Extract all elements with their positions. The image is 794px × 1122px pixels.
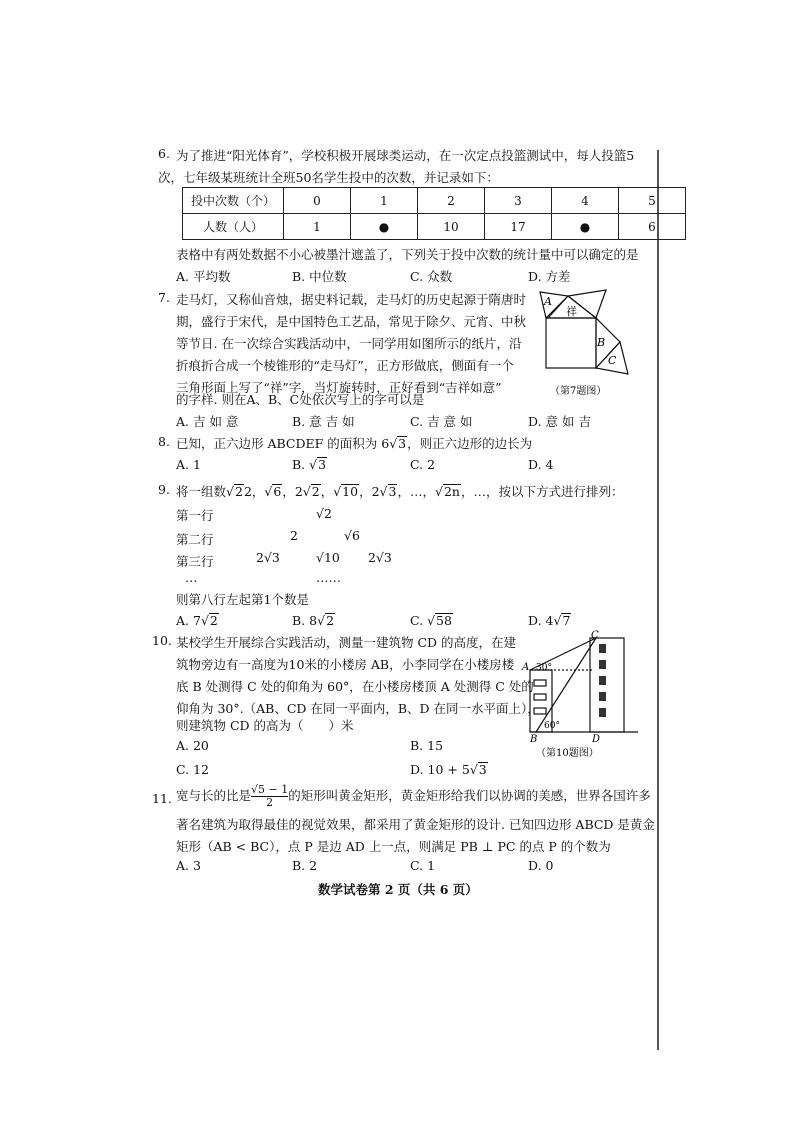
q11-line2: 著名建筑为取得最佳的视觉效果，都采用了黄金矩形的设计. 已知四边形 ABCD 是黄金 [176, 817, 655, 832]
q9-option-c: C. √58 [410, 613, 452, 628]
q11-option-c: C. 1 [410, 858, 436, 873]
q9-option-d-label: D. 4 [528, 613, 554, 628]
q8-option-b-label: B. [292, 457, 310, 472]
q8-option-d: D. 4 [528, 457, 554, 472]
q7-figure [528, 282, 648, 400]
q9-option-a: A. 7√2 [176, 613, 218, 628]
q9-text: 将一组数√22，√6，2√2，√10，2√3，…，√2n，…，按以下方式进行排列： [176, 484, 624, 499]
q10-option-a: A. 20 [176, 738, 209, 753]
q9-row1-item: √2 [316, 506, 332, 521]
q9-ellipsis-2: …… [316, 570, 341, 585]
page-footer: 数学试卷第 2 页（共 6 页） [318, 882, 478, 897]
q10-line: 某校学生开展综合实践活动，测量一建筑物 CD 的高度，在建 [176, 635, 517, 650]
table-cell: ● [552, 214, 619, 240]
q9-ellipsis: … [185, 570, 198, 585]
fig10-angle-60: 60° [544, 721, 560, 731]
table-cell: 2 [418, 188, 485, 214]
fig7-label-a: A [544, 295, 552, 308]
q11-option-a: A. 3 [176, 858, 201, 873]
q9-seq: 10 [342, 484, 359, 499]
q10-line: 筑物旁边有一高度为10米的小楼房 AB，小李同学在小楼房楼 [176, 657, 515, 672]
margin-rule [657, 150, 659, 1050]
q9-seq: ，…， [397, 484, 435, 499]
q9-seq: ，2 [282, 484, 303, 499]
fig7-caption: （第7题图） [550, 386, 607, 397]
q9-option-c-label: C. [410, 613, 428, 628]
fig10-label-a: A [522, 662, 530, 673]
fig10-angle-30: 30° [536, 663, 552, 673]
q9-row2-item: √6 [344, 528, 360, 543]
q9-row3-label: 第三行 [176, 554, 214, 569]
q11-line1 [176, 784, 651, 809]
q10-figure [510, 628, 650, 760]
q10-number: 10. [152, 633, 172, 648]
golden-ratio-fraction [251, 784, 288, 809]
q9-question: 则第八行左起第1个数是 [176, 592, 309, 607]
q10-line: 底 B 处测得 C 处的仰角为 60°，在小楼房楼顶 A 处测得 C 处的 [176, 679, 534, 694]
table-header-label: 投中次数（个） [183, 188, 284, 214]
q8-option-b: B. √3 [292, 457, 327, 472]
q9-option-d-radicand: 7 [562, 613, 571, 628]
q9-seq: ， [320, 484, 334, 499]
table-cell: 5 [619, 188, 686, 214]
table-cell: 3 [485, 188, 552, 214]
table-cell: 1 [351, 188, 418, 214]
q11-text-pre: 宽与长的比是 [176, 788, 252, 803]
q7-option-c: C. 吉 意 如 [410, 414, 473, 429]
q9-seq: 2 [234, 484, 243, 499]
q9-row3-item: 2√3 [368, 550, 392, 565]
q9-option-d: D. 4√7 [528, 613, 571, 628]
q9-option-a-label: A. 7 [176, 613, 201, 628]
q8-number: 8. [158, 434, 170, 449]
q10-option-c: C. 12 [176, 762, 209, 777]
q6-line2: 次，七年级某班统计全班50名学生投中的次数，并记录如下： [158, 170, 499, 185]
q7-line: 的字样. 则在A、B、C处依次写上的字可以是 [176, 392, 425, 407]
table-row [183, 188, 686, 214]
q9-seq: ，…，按以下方式进行排列： [460, 484, 624, 499]
fig10-label-d: D [592, 734, 601, 745]
q8-radicand: 3 [398, 436, 407, 451]
q9-seq: 3 [388, 484, 397, 499]
q9-seq: 2 [311, 484, 320, 499]
q8-text-pre: 已知，正六边形 ABCDEF 的面积为 6 [176, 436, 390, 451]
q9-seq: 2， [243, 484, 265, 499]
q7-option-b: B. 意 吉 如 [292, 414, 355, 429]
q9-option-c-radicand: 58 [436, 613, 452, 628]
q11-text-post: 的矩形叫黄金矩形，黄金矩形给我们以协调的美感，世界各国许多 [288, 788, 651, 803]
q9-seq: ，2 [359, 484, 380, 499]
fig7-char: 祥 [566, 305, 577, 318]
q9-row3-item: 2√3 [256, 550, 280, 565]
q6-option-c: C. 众数 [410, 269, 453, 284]
q8-option-c: C. 2 [410, 457, 436, 472]
fig10-caption: （第10题图） [536, 748, 599, 759]
q9-option-b: B. 8√2 [292, 613, 335, 628]
q9-seq: 2n [443, 484, 460, 499]
q8-option-b-radicand: 3 [318, 457, 327, 472]
q9-row3-item: √10 [316, 550, 340, 565]
q7-line: 走马灯，又称仙音烛，据史料记载，走马灯的历史起源于隋唐时 [176, 292, 527, 307]
q6-line1: 为了推进“阳光体育”，学校积极开展球类运动，在一次定点投篮测试中，每人投篮5 [176, 148, 635, 163]
q11-option-b: B. 2 [292, 858, 318, 873]
q9-option-b-label: B. 8 [292, 613, 318, 628]
q7-line: 等节日. 在一次综合实践活动中，一同学用如图所示的纸片，沿 [176, 336, 522, 351]
q6-option-b: B. 中位数 [292, 269, 347, 284]
q9-number: 9. [158, 482, 170, 497]
q6-option-a: A. 平均数 [176, 269, 231, 284]
q11-number: 11. [152, 791, 172, 806]
q7-option-a: A. 吉 如 意 [176, 414, 239, 429]
fraction-denominator: 2 [266, 796, 274, 809]
fig7-label-b: B [597, 336, 606, 349]
q8-option-a: A. 1 [176, 457, 201, 472]
q10-option-d-radicand: 3 [478, 762, 487, 777]
q7-number: 7. [158, 290, 170, 305]
q6-line3: 表格中有两处数据不小心被墨汁遮盖了，下列关于投中次数的统计量中可以确定的是 [176, 247, 639, 262]
fraction-numerator: √5 − 1 [251, 783, 289, 796]
table-row-label: 人数（人） [183, 214, 284, 240]
q8-text: 已知，正六边形 ABCDEF 的面积为 6√3，则正六边形的边长为 [176, 436, 533, 451]
q7-line: 期，盛行于宋代，是中国特色工艺品，常见于除夕、元宵、中秋 [176, 314, 527, 329]
q6-table [182, 187, 686, 240]
q11-line3: 矩形（AB < BC），点 P 是边 AD 上一点，则满足 PB ⊥ PC 的点 P 的个数为 [176, 839, 611, 854]
table-cell: 0 [284, 188, 351, 214]
q9-option-b-radicand: 2 [326, 613, 335, 628]
q9-row1-label: 第一行 [176, 508, 214, 523]
q10-line: 则建筑物 CD 的高为（ ）米 [176, 718, 354, 733]
table-cell: 4 [552, 188, 619, 214]
fig7-label-c: C [608, 354, 617, 367]
q8-text-post: ，则正六边形的边长为 [407, 436, 533, 451]
table-cell: 10 [418, 214, 485, 240]
q10-option-d-label: D. 10 + 5 [410, 762, 470, 777]
q11-option-d: D. 0 [528, 858, 554, 873]
table-cell: 6 [619, 214, 686, 240]
fig10-label-c: C [591, 630, 599, 641]
q7-line: 折痕折合成一个棱锥形的“走马灯”，正方形做底，侧面有一个 [176, 358, 514, 373]
q9-row2-label: 第二行 [176, 532, 214, 547]
q7-line: 三角形面上写了“祥”字，当灯旋转时，正好看到“吉祥如意” [176, 380, 502, 395]
q10-option-b: B. 15 [410, 738, 444, 753]
q7-option-d: D. 意 如 吉 [528, 414, 591, 429]
q9-seq: 6 [273, 484, 282, 499]
table-cell: 17 [485, 214, 552, 240]
q10-line: 仰角为 30°.（AB、CD 在同一平面内，B、D 在同一水平面上）， [176, 701, 540, 716]
table-cell: 1 [284, 214, 351, 240]
q10-option-d: D. 10 + 5√3 [410, 762, 487, 777]
q6-option-d: D. 方差 [528, 269, 571, 284]
q6-number: 6. [158, 146, 170, 161]
table-row [183, 214, 686, 240]
q9-option-a-radicand: 2 [209, 613, 218, 628]
fig10-label-b: B [530, 734, 538, 745]
q9-row2-item: 2 [290, 528, 298, 543]
table-cell: ● [351, 214, 418, 240]
q9-text-pre: 将一组数 [176, 484, 227, 499]
